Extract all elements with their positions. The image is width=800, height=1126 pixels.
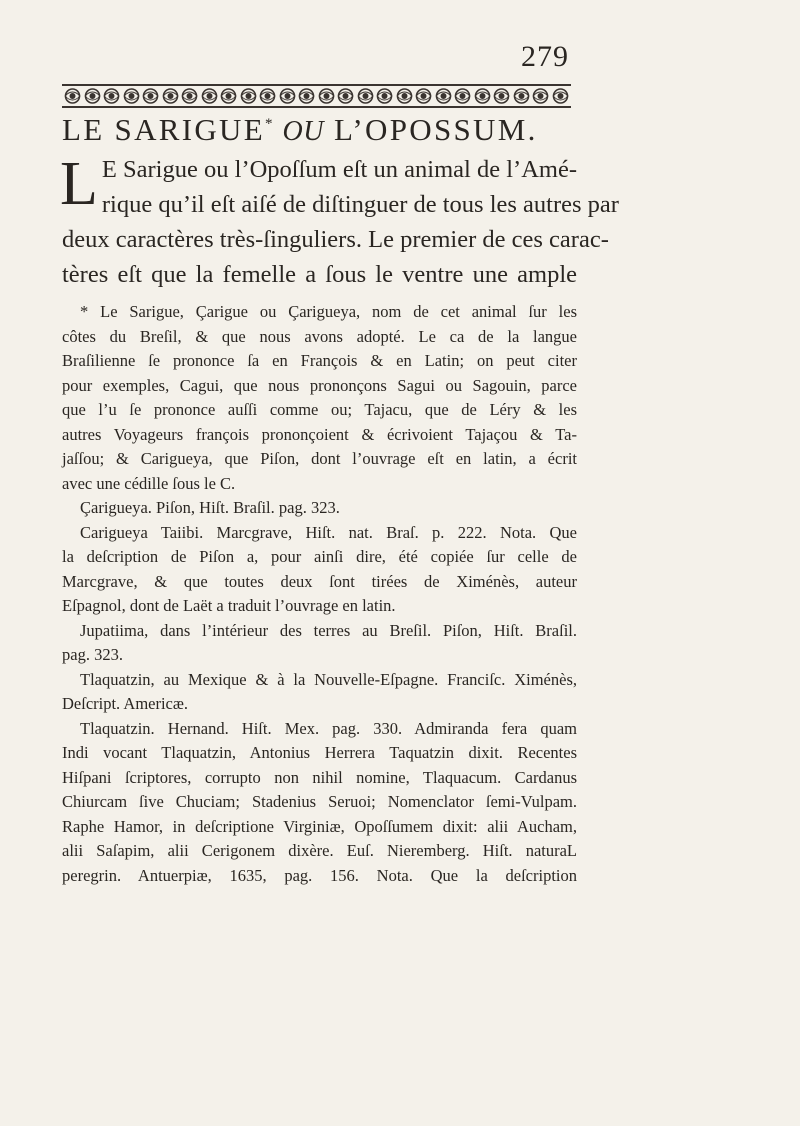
fleuron-ornament-icon (551, 87, 570, 105)
body-paragraph (60, 150, 619, 292)
fleuron-ornament-icon (161, 87, 180, 105)
fleuron-ornament-icon (453, 87, 472, 105)
footnote-line: Hiſpani ſcriptores, corrupto non nihil nomine, Tlaquacum. Cardanus (62, 767, 577, 787)
footnote-line: * Le Sarigue, Çarigue ou Çarigueya, nom de cet animal ſur les (80, 302, 577, 321)
drop-cap: L (60, 150, 98, 218)
body-line: deux caractères très-ſinguliers. Le premier de ces carac- (62, 226, 609, 253)
body-line: E Sarigue ou l’Opoſſum eſt un animal de l’Amé- (101, 156, 577, 183)
fleuron-ornament-icon (434, 87, 453, 105)
footnote-marker: * (264, 116, 273, 132)
fleuron-ornament-icon (297, 87, 316, 105)
fleuron-ornament-icon (63, 87, 82, 105)
footnote-line: Deſcript. Americæ. (62, 694, 189, 713)
fleuron-ornament-icon (102, 87, 121, 105)
fleuron-ornament-icon (414, 87, 433, 105)
fleuron-ornament-icon (200, 87, 219, 105)
footnote-line: Tlaquatzin. Hernand. Hiſt. Mex. pag. 330. Admiranda fera quam (80, 718, 577, 738)
footnote (62, 300, 577, 888)
title-ou: OU (282, 116, 324, 147)
footnote-line: alii Saſapim, alii Cerigonem dixère. Euſ. Nieremberg. Hiſt. naturaL (62, 841, 577, 860)
body-line: tères eſt que la femelle a ſous le ventre une ample (62, 261, 577, 288)
footnote-line: Tlaquatzin, au Mexique & à la Nouvelle-Eſpagne. Franciſc. Ximénès, (80, 669, 577, 689)
fleuron-ornament-icon (395, 87, 414, 105)
fleuron-ornament-icon (141, 87, 160, 105)
footnote-line: jaſſou; & Carigueya, que Piſon, dont l’ouvrage eſt en latin, a écrit (62, 449, 577, 468)
footnote-line: pag. 323. (62, 645, 123, 664)
fleuron-ornament-icon (531, 87, 550, 105)
footnote-line: que l’u ſe prononce auſſi comme ou; Tajacu, que de Léry & les (62, 400, 577, 419)
footnote-line: Çarigueya. Piſon, Hiſt. Braſil. pag. 323. (80, 498, 340, 517)
chapter-title (62, 112, 582, 148)
fleuron-ornament-icon (375, 87, 394, 105)
ornament-band (62, 84, 571, 108)
footnote-line: avec une cédille ſous le C. (62, 473, 236, 493)
fleuron-ornament-icon (239, 87, 258, 105)
footnote-line: Indi vocant Tlaquatzin, Antonius Herrera Taquatzin dixit. Recentes (62, 743, 577, 762)
fleuron-ornament-icon (512, 87, 531, 105)
footnote-line: Raphe Hamor, in deſcriptione Virginiæ, Opoſſumem dixit: alii Aucham, (62, 816, 577, 836)
fleuron-ornament-icon (356, 87, 375, 105)
footnote-line: Chiurcam ſive Chuciam; Stadenius Seruoi; Nomenclator ſemi-Vulpam. (62, 792, 577, 811)
footnote-line: Braſilienne ſe prononce ſa en François & en Latin; on peut citer (62, 351, 577, 370)
footnote-line: pour exemples, Cagui, que nous prononçons Sagui ou Sagouin, parce (62, 375, 577, 395)
body-line: rique qu’il eſt aiſé de diſtinguer de tous les autres par (101, 191, 619, 218)
fleuron-ornament-icon (180, 87, 199, 105)
footnote-line: Eſpagnol, dont de Laët a traduit l’ouvrage en latin. (62, 596, 396, 615)
page-number: 279 (521, 40, 569, 73)
fleuron-ornament-icon (317, 87, 336, 105)
footnote-line: côtes du Breſil, & que nous avons adopté. Le ca de la langue (62, 326, 577, 346)
fleuron-ornament-icon (278, 87, 297, 105)
fleuron-ornament-icon (492, 87, 511, 105)
fleuron-ornament-icon (473, 87, 492, 105)
footnote-line: la deſcription de Piſon a, pour ainſi dire, été copiée ſur celle de (62, 547, 577, 566)
fleuron-ornament-icon (83, 87, 102, 105)
title-main: LE SARIGUE (62, 112, 265, 147)
fleuron-ornament-icon (336, 87, 355, 105)
title-alt: L’OPOSSUM. (334, 112, 538, 147)
footnote-line: Jupatiima, dans l’intérieur des terres au Breſil. Piſon, Hiſt. Braſil. (80, 620, 577, 640)
footnote-line: autres Voyageurs françois prononçoient & écrivoient Tajaçou & Ta- (62, 424, 577, 444)
footnote-line: Carigueya Taiibi. Marcgrave, Hiſt. nat. Braſ. p. 222. Nota. Que (80, 522, 577, 542)
footnote-line: Marcgrave, & que toutes deux ſont tirées de Ximénès, auteur (62, 571, 577, 591)
footnote-line: peregrin. Antuerpiæ, 1635, pag. 156. Nota. Que la deſcription (62, 865, 577, 885)
fleuron-ornament-icon (258, 87, 277, 105)
fleuron-ornament-icon (122, 87, 141, 105)
fleuron-ornament-icon (219, 87, 238, 105)
